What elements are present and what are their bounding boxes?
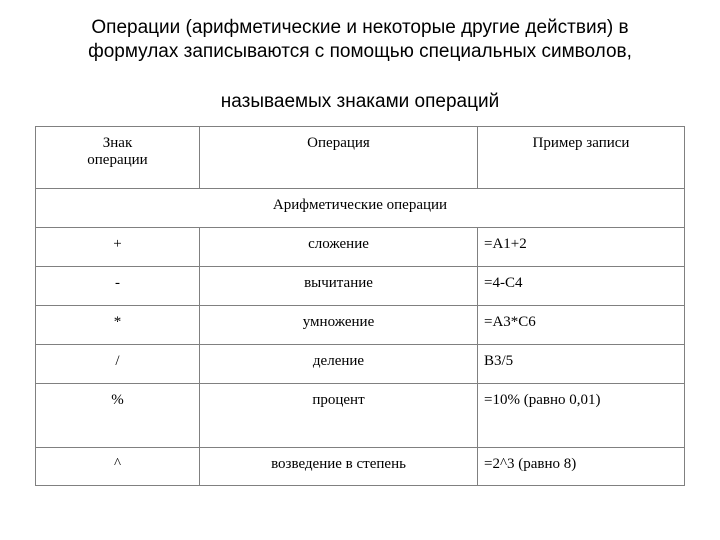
sign-text: * [113, 314, 122, 330]
section-title: Арифметические операции [272, 197, 448, 213]
operation-cell [200, 306, 478, 345]
example-cell [478, 267, 685, 306]
sign-text: - [115, 275, 120, 291]
example-text: =А1+2 [484, 236, 527, 252]
example-text: =А3*С6 [484, 314, 536, 330]
heading-line-1: Операции (арифметические и некоторые другие действия) в [91, 17, 629, 38]
operation-text: умножение [302, 314, 375, 330]
example-cell [478, 306, 685, 345]
example-text: =4-С4 [484, 275, 523, 291]
sign-cell [36, 345, 200, 384]
header-example-label: Пример записи [532, 135, 630, 151]
table-row [36, 448, 685, 486]
example-cell [478, 228, 685, 267]
header-sign-label-line2: операции [87, 152, 148, 168]
operation-cell [200, 384, 478, 448]
sign-text: ^ [113, 456, 122, 472]
operations-table [35, 126, 685, 486]
table-row [36, 228, 685, 267]
header-operation-cell [200, 127, 478, 189]
sign-text: % [111, 392, 124, 408]
example-cell [478, 384, 685, 448]
sign-cell [36, 448, 200, 486]
sign-cell [36, 306, 200, 345]
operation-cell [200, 345, 478, 384]
example-text: =2^3 (равно 8) [484, 456, 577, 472]
table-row [36, 306, 685, 345]
table-row [36, 345, 685, 384]
section-title-cell [36, 189, 685, 228]
operation-text: сложение [308, 236, 369, 252]
example-cell [478, 345, 685, 384]
operation-text: возведение в степень [271, 456, 406, 472]
sign-cell [36, 228, 200, 267]
example-cell [478, 448, 685, 486]
sign-text: + [113, 236, 122, 252]
sign-cell [36, 384, 200, 448]
operation-cell [200, 448, 478, 486]
header-sign-cell [36, 127, 200, 189]
operation-cell [200, 267, 478, 306]
sign-text: / [115, 353, 120, 369]
heading-line-3: называемых знаками операций [220, 91, 500, 112]
operation-text: деление [312, 353, 365, 369]
header-example-cell [478, 127, 685, 189]
table-row [36, 384, 685, 448]
example-text: В3/5 [484, 353, 514, 369]
table-header-row [36, 127, 685, 189]
header-sign-label-line1: Знак [102, 135, 133, 151]
operation-cell [200, 228, 478, 267]
example-text: =10% (равно 0,01) [484, 392, 601, 408]
header-operation-label: Операция [307, 135, 370, 151]
sign-cell [36, 267, 200, 306]
section-row [36, 189, 685, 228]
heading-line-2: формулах записываются с помощью специальных символов, [88, 41, 632, 62]
operation-text: вычитание [304, 275, 373, 291]
operation-text: процент [312, 392, 365, 408]
table-row [36, 267, 685, 306]
